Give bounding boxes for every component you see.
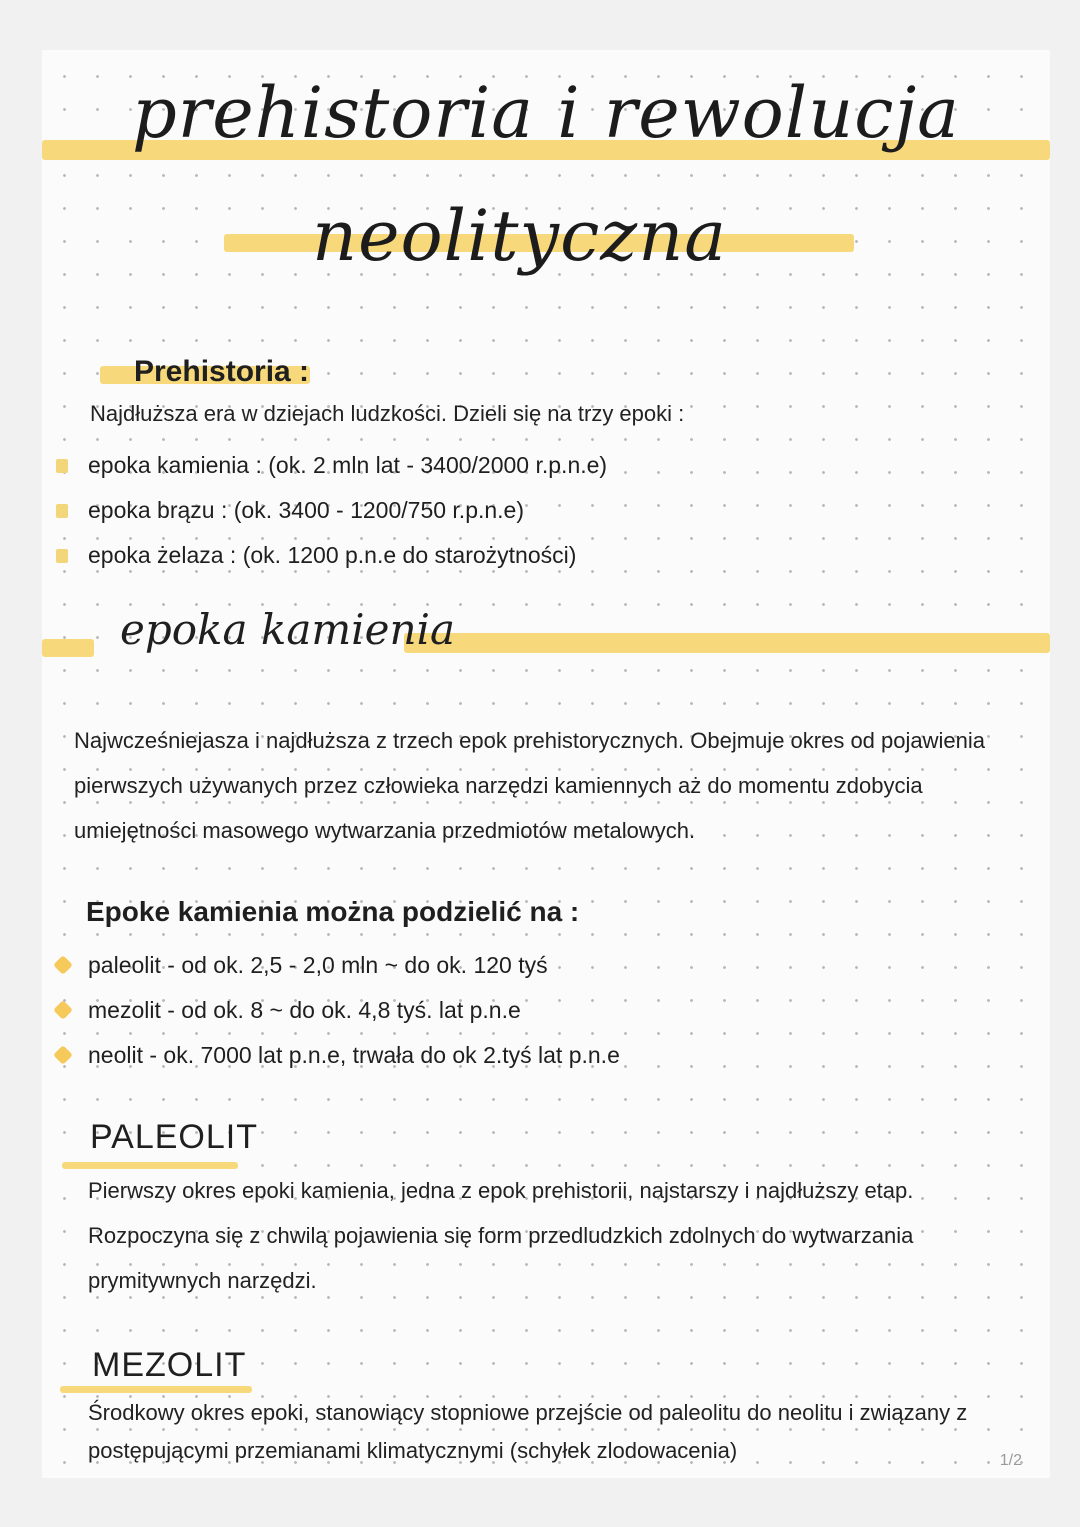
list-item [42,443,942,488]
bullet-square-icon [56,549,68,563]
epoka-kamienia-period-list [42,943,942,1078]
page-indicator: 1/2 [999,1452,1022,1469]
epoka-kamienia-subheading: Epoke kamienia można podzielić na : [86,896,580,927]
paleolit-heading: PALEOLIT [90,1118,258,1156]
list-item-text: epoka kamienia : (ok. 2 mln lat - 3400/2000 r.p.n.e) [88,452,608,478]
list-item [42,533,942,578]
mezolit-heading: MEZOLIT [92,1346,247,1384]
mezolit-underline-bar [60,1386,252,1393]
prehistoria-label: Prehistoria : [134,355,310,388]
list-item-text: epoka brązu : (ok. 3400 - 1200/750 r.p.n.e) [88,497,525,523]
list-item [42,988,942,1033]
epoka-kamienia-heading: epoka kamienia [120,605,455,654]
title-line-1: prehistoria i rewolucja [132,72,960,154]
list-item [42,943,942,988]
epoka-kamienia-paragraph: Najwcześniejasza i najdłuższa z trzech epok prehistorycznych. Obejmuje okres od pojawienia pierwszych używanych przez człowieka narzędzi kamiennych aż do momentu zdobycia umiejętności masowego wytwarzania przedmiotów metalowych. [74,728,985,843]
bullet-diamond-icon [53,1045,73,1065]
bullet-square-icon [56,504,68,518]
prehistoria-intro: Najdłuższa era w dziejach ludzkości. Dzieli się na trzy epoki : [90,401,685,426]
bullet-square-icon [56,459,68,473]
bullet-diamond-icon [53,955,73,975]
list-item [42,1033,942,1078]
list-item-text: paleolit - od ok. 2,5 - 2,0 mln ~ do ok. 120 tyś [88,952,548,978]
epoka-heading-highlight-left [42,639,94,657]
bullet-diamond-icon [53,1000,73,1020]
note-page [42,50,1050,1478]
epoka-heading-highlight-right [404,633,1050,653]
mezolit-text: Środkowy okres epoki, stanowiący stopniowe przejście od paleolitu do neolitu i związany z postępującymi przemianami klimatycznymi (schyłek zlodowacenia) [88,1400,968,1463]
list-item-text: neolit - ok. 7000 lat p.n.e, trwała do ok 2.tyś lat p.n.e [88,1042,620,1068]
paleolit-text: Pierwszy okres epoki kamienia, jedna z epok prehistorii, najstarszy i najdłuższy etap. Rozpoczyna się z chwilą pojawienia się form przedludzkich zdolnych do wytwarzania prymitywnych narzędzi. [88,1178,914,1293]
list-item [42,488,942,533]
prehistoria-epoch-list [42,443,942,578]
list-item-text: mezolit - od ok. 8 ~ do ok. 4,8 tyś. lat p.n.e [88,997,521,1023]
list-item-text: epoka żelaza : (ok. 1200 p.n.e do starożytności) [88,542,577,568]
title-line-2: neolityczna [312,195,728,277]
